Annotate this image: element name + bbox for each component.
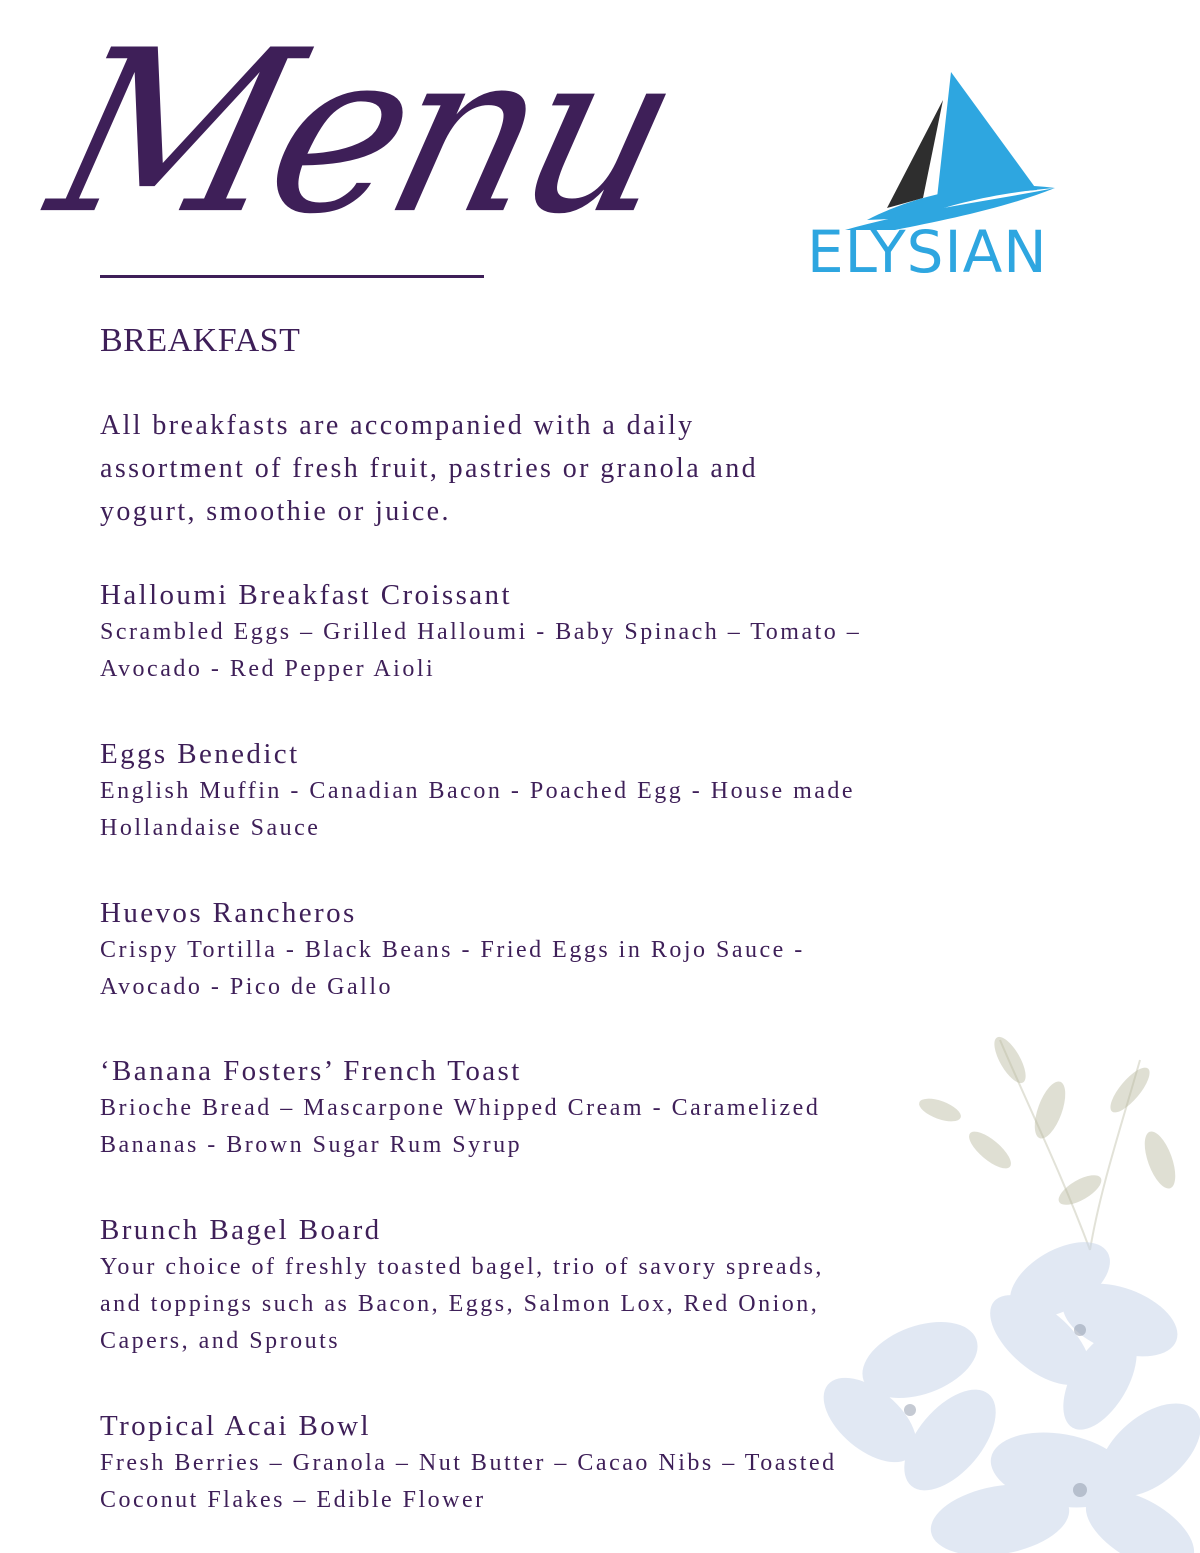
- description-line: Fresh Berries – Granola – Nut Butter – Cacao Nibs – Toasted: [100, 1450, 837, 1476]
- menu-item-description: [100, 614, 1060, 688]
- intro-line: yogurt, smoothie or juice.: [100, 496, 451, 527]
- description-line: Avocado - Red Pepper Aioli: [100, 656, 436, 682]
- description-line: Coconut Flakes – Edible Flower: [100, 1487, 486, 1513]
- intro-line: All breakfasts are accompanied with a daily: [100, 410, 695, 441]
- menu-item-name: Tropical Acai Bowl: [100, 1410, 371, 1442]
- menu-item: [100, 894, 1060, 1006]
- description-line: Hollandaise Sauce: [100, 815, 321, 841]
- title-underline: [100, 275, 484, 278]
- menu-item-description: [100, 932, 1060, 1006]
- description-line: Your choice of freshly toasted bagel, trio of savory spreads,: [100, 1254, 824, 1280]
- description-line: Crispy Tortilla - Black Beans - Fried Eggs in Rojo Sauce -: [100, 937, 805, 963]
- elysian-logo: [805, 70, 1110, 286]
- menu-item-name: Halloumi Breakfast Croissant: [100, 579, 512, 611]
- intro-text: [100, 404, 1000, 533]
- description-line: Bananas - Brown Sugar Rum Syrup: [100, 1132, 523, 1158]
- menu-item: [100, 735, 1060, 847]
- intro-line: assortment of fresh fruit, pastries or granola and: [100, 453, 759, 484]
- floral-decoration: [760, 1020, 1200, 1553]
- description-line: Capers, and Sprouts: [100, 1328, 341, 1354]
- sailboat-icon: [805, 70, 1110, 230]
- logo-wordmark: ELYSIAN: [807, 218, 1048, 286]
- menu-script-title: Menu: [30, 2, 695, 264]
- menu-item-name: Huevos Rancheros: [100, 897, 357, 929]
- description-line: Brioche Bread – Mascarpone Whipped Cream - Caramelized: [100, 1095, 821, 1121]
- menu-item-name: Eggs Benedict: [100, 738, 300, 770]
- section-title: BREAKFAST: [100, 322, 301, 359]
- description-line: Avocado - Pico de Gallo: [100, 974, 393, 1000]
- menu-item-description: [100, 773, 1060, 847]
- menu-item-name: Brunch Bagel Board: [100, 1214, 382, 1246]
- description-line: English Muffin - Canadian Bacon - Poached Egg - House made: [100, 778, 856, 804]
- menu-item: [100, 576, 1060, 688]
- description-line: Scrambled Eggs – Grilled Halloumi - Baby Spinach – Tomato –: [100, 619, 862, 645]
- description-line: and toppings such as Bacon, Eggs, Salmon Lox, Red Onion,: [100, 1291, 820, 1317]
- menu-item-name: ‘Banana Fosters’ French Toast: [100, 1055, 522, 1087]
